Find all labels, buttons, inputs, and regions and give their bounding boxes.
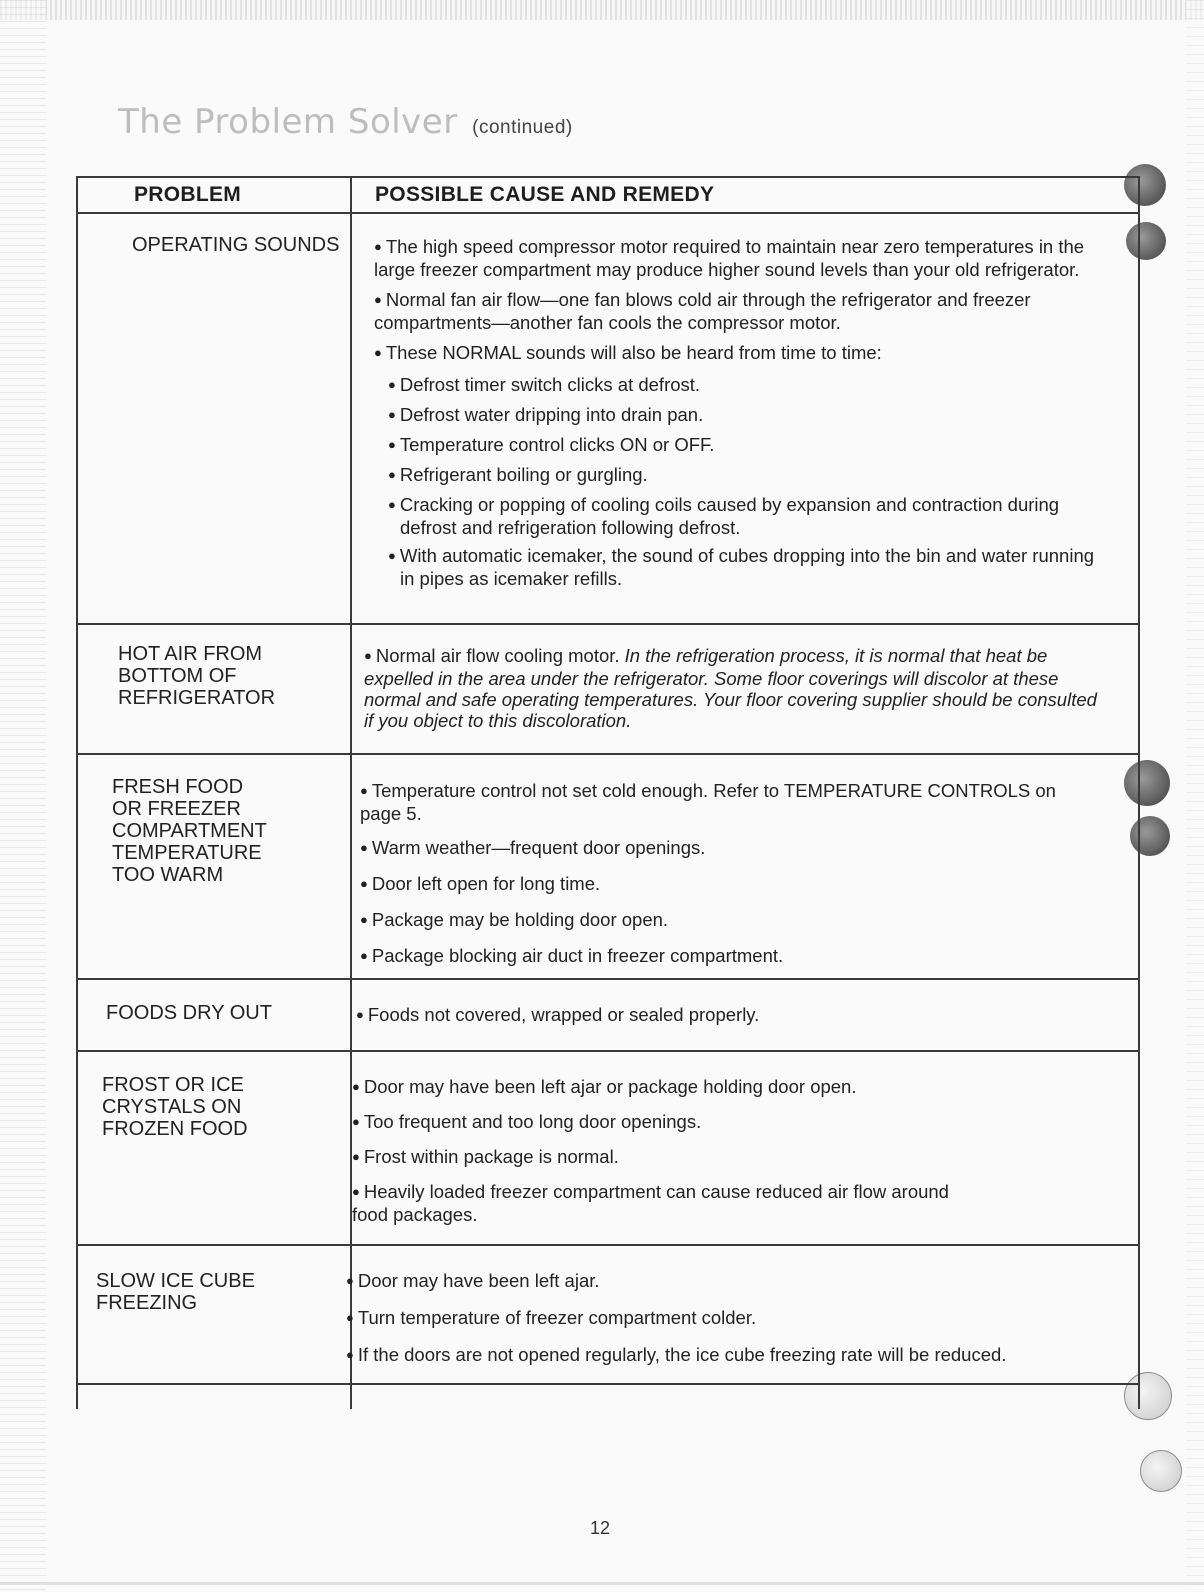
bullet-icon: ● — [360, 840, 368, 855]
scan-edge-top — [0, 0, 1204, 20]
remedy-item: ● Normal fan air flow—one fan blows cold air through the refrigerator and freezer compartments—another fan cools the compressor motor. — [374, 289, 1031, 333]
bullet-icon: ● — [346, 1273, 354, 1288]
bullet-icon: ● — [352, 1114, 360, 1129]
remedy-subitem: ● Defrost timer switch clicks at defrost. — [388, 374, 701, 395]
remedy-item: ● These NORMAL sounds will also be heard from time to time: — [374, 342, 882, 363]
bullet-icon: ● — [374, 292, 382, 307]
remedy-item: ● Turn temperature of freezer compartment colder. — [346, 1307, 757, 1328]
bullet-icon: ● — [352, 1079, 360, 1094]
row-rule — [78, 978, 1138, 980]
remedy-item: ● Frost within package is normal. — [352, 1146, 619, 1167]
header-rule — [78, 212, 1138, 214]
row-rule — [78, 1244, 1138, 1246]
bullet-icon: ● — [388, 407, 396, 422]
remedy-list — [360, 780, 1095, 977]
page-number: 12 — [590, 1518, 611, 1538]
problem-label: FOODS DRY OUT — [106, 1002, 272, 1024]
bullet-icon: ● — [388, 497, 396, 512]
problem-solver-table — [76, 176, 1140, 1409]
problem-label: OPERATING SOUNDS — [132, 234, 340, 256]
header-problem: PROBLEM — [134, 183, 242, 206]
bullet-icon: ● — [360, 912, 368, 927]
remedy-subitem: ● With automatic icemaker, the sound of cubes dropping into the bin and water running in pipes as icemaker refills. — [388, 545, 1095, 589]
problem-label: FROST OR ICE CRYSTALS ON FROZEN FOOD — [102, 1074, 248, 1140]
remedy-item: ● Foods not covered, wrapped or sealed properly. — [356, 1004, 760, 1025]
remedy-item: ● Package blocking air duct in freezer compartment. — [360, 945, 784, 966]
bullet-icon: ● — [352, 1184, 360, 1199]
remedy-item: ● The high speed compressor motor required to maintain near zero temperatures in the large freezer compartment may produce higher sound levels than your old refrigerator. — [374, 236, 1085, 280]
page-title-main: The Problem Solver — [118, 102, 458, 142]
bullet-icon: ● — [374, 239, 382, 254]
scan-edge-bottom — [0, 1582, 1204, 1585]
bullet-icon: ● — [364, 648, 372, 663]
remedy-item: ● Too frequent and too long door openings. — [352, 1111, 702, 1132]
remedy-item: ● Door may have been left ajar. — [346, 1270, 600, 1291]
bullet-icon: ● — [388, 437, 396, 452]
bullet-icon: ● — [346, 1310, 354, 1325]
bullet-icon: ● — [360, 948, 368, 963]
page-title-continued: (continued) — [472, 117, 573, 138]
remedy-list — [346, 1270, 1106, 1376]
bullet-icon: ● — [388, 377, 396, 392]
remedy-list — [356, 1004, 1091, 1036]
scan-edge-right — [1186, 0, 1204, 1592]
scan-edge-left — [0, 0, 46, 1592]
bullet-icon: ● — [388, 467, 396, 482]
bullet-icon: ● — [352, 1149, 360, 1164]
bullet-icon: ● — [388, 548, 396, 563]
remedy-subitem: ● Temperature control clicks ON or OFF. — [388, 434, 715, 455]
page-title — [118, 102, 573, 142]
table-bottom-rule — [78, 1383, 1138, 1385]
row-rule — [78, 623, 1138, 625]
bullet-icon: ● — [356, 1007, 364, 1022]
remedy-list — [352, 1076, 1087, 1234]
remedy-item: ● Temperature control not set cold enough. Refer to TEMPERATURE CONTROLS on page 5. — [360, 780, 1056, 824]
binder-hole — [1140, 1450, 1182, 1492]
remedy-list — [374, 236, 1109, 596]
problem-label: SLOW ICE CUBE FREEZING — [96, 1270, 255, 1314]
problem-label: FRESH FOOD OR FREEZER COMPARTMENT TEMPERATURE TOO WARM — [112, 776, 267, 886]
row-rule — [78, 753, 1138, 755]
remedy-subitem: ● Refrigerant boiling or gurgling. — [388, 464, 648, 485]
remedy-item: ● Normal air flow cooling motor. In the refrigeration process, it is normal that heat be expelled in the area under the refrigerator. Some floor coverings will discolor at these normal and safe operating temperatures. Your floor covering supplier should be consulted if you object to this discoloration. — [364, 645, 1097, 731]
bullet-icon: ● — [360, 783, 368, 798]
remedy-item: ● If the doors are not opened regularly, the ice cube freezing rate will be reduced. — [346, 1344, 1007, 1365]
bullet-icon: ● — [346, 1347, 354, 1362]
remedy-item: ● Warm weather—frequent door openings. — [360, 837, 706, 858]
remedy-item: ● Door may have been left ajar or package holding door open. — [352, 1076, 857, 1097]
remedy-list — [364, 645, 1099, 740]
remedy-subitem: ● Defrost water dripping into drain pan. — [388, 404, 704, 425]
remedy-item: ● Heavily loaded freezer compartment can cause reduced air flow around food packages. — [352, 1181, 949, 1225]
remedy-subitem: ● Cracking or popping of cooling coils caused by expansion and contraction during defrost and refrigeration following defrost. — [388, 494, 1060, 538]
header-remedy: POSSIBLE CAUSE AND REMEDY — [375, 183, 715, 206]
remedy-item: ● Package may be holding door open. — [360, 909, 669, 930]
bullet-icon: ● — [374, 345, 382, 360]
bullet-icon: ● — [360, 876, 368, 891]
row-rule — [78, 1050, 1138, 1052]
remedy-item: ● Door left open for long time. — [360, 873, 601, 894]
problem-label: HOT AIR FROM BOTTOM OF REFRIGERATOR — [118, 643, 276, 709]
